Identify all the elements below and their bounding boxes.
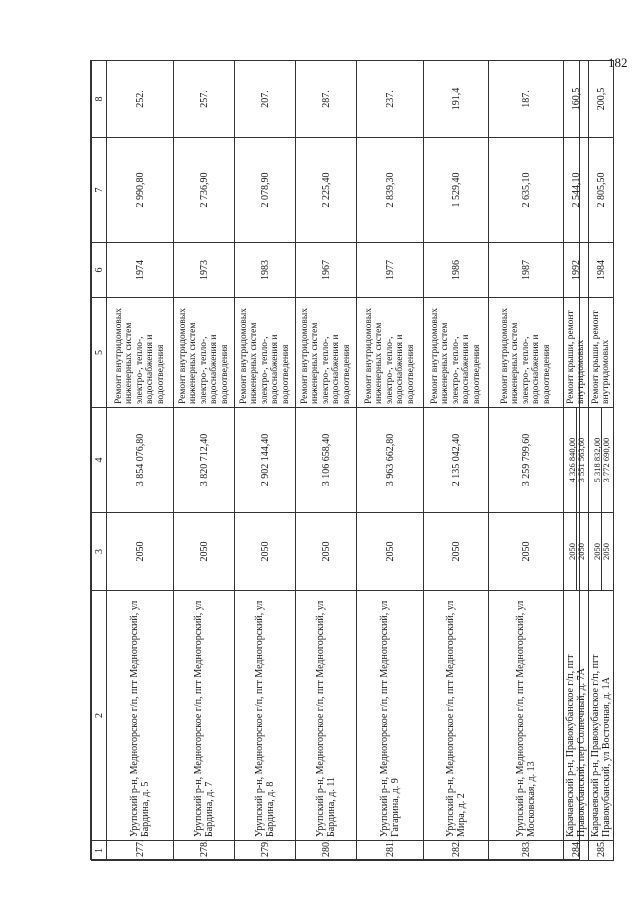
year-plan-line: 2050 — [575, 543, 586, 560]
capital-repair-table — [91, 60, 614, 861]
column-header: 4 — [92, 408, 107, 513]
address-cell: Карачаевский р-н, Правокубанское г/п, пгт Правокубанский, пер Солнечный, д. 7А — [564, 591, 589, 841]
column-header: 1 — [92, 841, 107, 861]
column-header: 5 — [92, 298, 107, 408]
value-cell: 237. — [357, 61, 424, 138]
table-row — [235, 61, 296, 861]
work-type-cell: Ремонт внутридомовых инженерных систем электро-, тепло-, водоснабжения и водоотведения — [174, 298, 235, 408]
build-year-cell: 1984 — [589, 243, 614, 298]
work-type-cell: Ремонт крыши, ремонт внутридомовых — [564, 298, 589, 408]
address-cell: Урупский р-н, Медногорское г/п, пгт Медногорский, ул Бардина, д. 8 — [235, 591, 296, 841]
area-cell: 2 839,30 — [357, 138, 424, 243]
value-cell: 252. — [107, 61, 174, 138]
rotated-table-container — [91, 61, 612, 861]
build-year-cell: 1987 — [489, 243, 564, 298]
area-cell: 2 544,10 — [564, 138, 589, 243]
cost-cell: 3 259 799,60 — [489, 408, 564, 513]
area-cell: 2 736,90 — [174, 138, 235, 243]
address-cell: Карачаевский р-н, Правокубанское г/п, пгт Правокубанский, ул Восточная, д. 1А — [589, 591, 614, 841]
build-year-cell: 1977 — [357, 243, 424, 298]
work-type-cell: Ремонт внутридомовых инженерных систем электро-, тепло-, водоснабжения и водоотведения — [424, 298, 489, 408]
cost-line: 5 318 832,00 — [593, 408, 602, 512]
row-number: 285. — [589, 841, 614, 861]
area-cell: 2 078,90 — [235, 138, 296, 243]
address-cell: Урупский р-н, Медногорское г/п, пгт Медногорский, ул Гагарина, д. 9 — [357, 591, 424, 841]
area-cell: 2 635,10 — [489, 138, 564, 243]
year-plan-cell: 2050 — [174, 513, 235, 591]
year-plan-cell: 2050 — [235, 513, 296, 591]
cost-cell — [589, 408, 614, 513]
area-cell: 2 225,40 — [296, 138, 357, 243]
year-plan-cell: 2050 — [357, 513, 424, 591]
cost-cell: 3 820 712,40 — [174, 408, 235, 513]
column-header: 6 — [92, 243, 107, 298]
value-cell: 287. — [296, 61, 357, 138]
cost-line: 3 551 563,60 — [575, 437, 586, 483]
year-plan-line: 2050 — [593, 513, 602, 590]
table-row — [564, 61, 589, 861]
year-plan-cell: 2050 — [296, 513, 357, 591]
year-plan-cell — [589, 513, 614, 591]
table-row — [489, 61, 564, 861]
cost-cell: 2 902 144,40 — [235, 408, 296, 513]
row-number: 281. — [357, 841, 424, 861]
column-header: 8 — [92, 61, 107, 138]
value-cell: 207. — [235, 61, 296, 138]
cost-cell — [564, 408, 589, 513]
cost-line: 4 326 840,00 — [568, 408, 577, 512]
header-row — [92, 61, 107, 861]
column-header: 3 — [92, 513, 107, 591]
year-plan-line: 2050 — [568, 513, 577, 590]
column-header: 7 — [92, 138, 107, 243]
row-number: 277. — [107, 841, 174, 861]
year-plan-cell: 2050 — [107, 513, 174, 591]
address-cell: Урупский р-н, Медногорское г/п, пгт Медногорский, ул Бардина, д. 5 — [107, 591, 174, 841]
value-cell: 200,5 — [589, 61, 614, 138]
row-number: 280. — [296, 841, 357, 861]
table-row — [107, 61, 174, 861]
year-plan-cell: 2050 — [489, 513, 564, 591]
cost-line: 3 772 690,00 — [600, 437, 611, 483]
area-cell: 2 805,50 — [589, 138, 614, 243]
row-number: 283. — [489, 841, 564, 861]
cost-cell: 3 963 662,80 — [357, 408, 424, 513]
year-plan-cell: 2050 — [424, 513, 489, 591]
value-cell: 191,4 — [424, 61, 489, 138]
address-cell: Урупский р-н, Медногорское г/п, пгт Медногорский, ул Московская, д. 13 — [489, 591, 564, 841]
table-row — [174, 61, 235, 861]
area-cell: 2 990,80 — [107, 138, 174, 243]
cost-cell: 2 135 042,40 — [424, 408, 489, 513]
table-row — [424, 61, 489, 861]
column-header: 2 — [92, 591, 107, 841]
work-type-cell: Ремонт крыши, ремонт внутридомовых — [589, 298, 614, 408]
build-year-cell: 1973 — [174, 243, 235, 298]
build-year-cell: 1986 — [424, 243, 489, 298]
row-number: 284. — [564, 841, 589, 861]
table-row — [357, 61, 424, 861]
rotated-table-frame — [90, 60, 612, 860]
year-plan-line: 2050 — [600, 543, 611, 560]
page-number: 182 — [608, 55, 628, 70]
value-cell: 257. — [174, 61, 235, 138]
value-cell: 187. — [489, 61, 564, 138]
work-type-cell: Ремонт внутридомовых инженерных систем электро-, тепло-, водоснабжения и водоотведения — [107, 298, 174, 408]
row-number: 282. — [424, 841, 489, 861]
year-plan-cell — [564, 513, 589, 591]
row-number: 279. — [235, 841, 296, 861]
build-year-cell: 1967 — [296, 243, 357, 298]
build-year-cell: 1983 — [235, 243, 296, 298]
work-type-cell: Ремонт внутридомовых инженерных систем электро-, тепло-, водоснабжения и водоотведения — [235, 298, 296, 408]
work-type-cell: Ремонт внутридомовых инженерных систем электро-, тепло-, водоснабжения и водоотведения — [296, 298, 357, 408]
address-cell: Урупский р-н, Медногорское г/п, пгт Медногорский, ул Бардина, д. 11 — [296, 591, 357, 841]
work-type-cell: Ремонт внутридомовых инженерных систем электро-, тепло-, водоснабжения и водоотведения — [489, 298, 564, 408]
value-cell: 160,5 — [564, 61, 589, 138]
cost-cell: 3 106 658,40 — [296, 408, 357, 513]
address-cell: Урупский р-н, Медногорское г/п, пгт Медногорский, ул Мира, д. 2 — [424, 591, 489, 841]
build-year-cell: 1974 — [107, 243, 174, 298]
table-row — [589, 61, 614, 861]
build-year-cell: 1992 — [564, 243, 589, 298]
work-type-cell: Ремонт внутридомовых инженерных систем электро-, тепло-, водоснабжения и водоотведения — [357, 298, 424, 408]
table-row — [296, 61, 357, 861]
row-number: 278. — [174, 841, 235, 861]
address-cell: Урупский р-н, Медногорское г/п, пгт Медногорский, ул Бардина, д. 7 — [174, 591, 235, 841]
area-cell: 1 529,40 — [424, 138, 489, 243]
cost-cell: 3 854 076,80 — [107, 408, 174, 513]
